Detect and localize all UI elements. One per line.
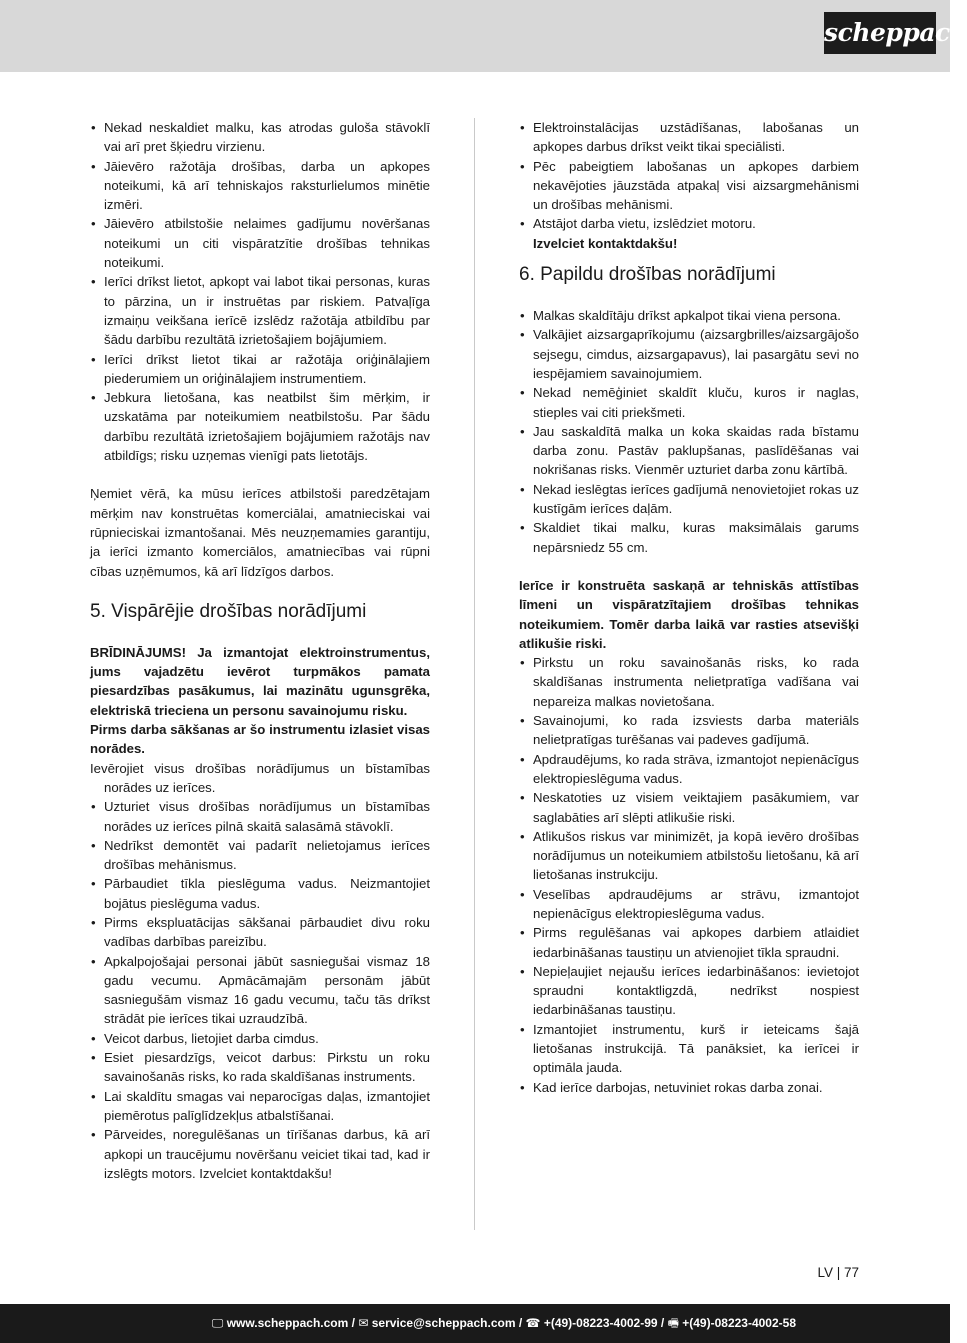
list-item: • Malkas skaldītāju drīkst apkalpot tikai viena persona. xyxy=(519,306,859,325)
section-5-heading: 5. Vispārējie drošības norādījumi xyxy=(90,600,367,622)
residual-risk-intro: Ierīce ir konstruēta saskaņā ar tehniskās attīstības līmeni un vispāratzītajiem drošības tehnikas noteikumiem. Tomēr darba laikā var rasties atsevišķi atlikušie riski. xyxy=(519,577,859,651)
list-item: • Apdraudējums, ko rada strāva, izmantojot nepienācīgus elektropieslēguma vadus. xyxy=(519,750,859,789)
list-item: • Ierīci drīkst lietot tikai ar ražotāja oriģinālajiem piederumiem un oriģinālajiem instrumentiem. xyxy=(90,350,430,389)
list-item: • Jau saskaldītā malka un koka skaidas rada bīstamu darba zonu. Pastāv paklupšanas, paslīdēšanas vai nokrišanas risks. Vienmēr uzturiet darba zonu kārtībā. xyxy=(519,422,859,480)
footer-bar xyxy=(0,1304,950,1343)
list-item: • Lai skaldītu smagas vai neparocīgas daļas, izmantojiet piemērotus palīglīdzekļus atbalstīšanai. xyxy=(90,1087,430,1126)
list-item: • Skaldiet tikai malku, kuras maksimālais garums nepārsniedz 55 cm. xyxy=(519,518,859,557)
list-item: • Pirms ekspluatācijas sākšanai pārbaudiet divu roku vadības darbības pareizību. xyxy=(90,913,430,952)
maintenance-list xyxy=(519,118,859,253)
list-item: • Pārveides, noregulēšanas un tīrīšanas darbus, kā arī apkopi un traucējumu novēršanu veiciet tikai tad, kad ir izslēgts motors. Izvelciet kontaktdakšu! xyxy=(90,1125,430,1183)
phone-icon: ☎ xyxy=(525,1316,541,1330)
envelope-icon: ✉ xyxy=(358,1316,369,1330)
section-6-heading: 6. Papildu drošības norādījumi xyxy=(519,264,776,286)
list-item: • Jāievēro ražotāja drošības, darba un apkopes noteikumi, kā arī tehniskajos raksturlielumos minētie izmēri. xyxy=(90,157,430,215)
list-item: • Izmantojiet instrumentu, kurš ir ieteicams šajā lietošanas instrukcijā. Tā panāksiet, ka ierīcei ir optimāla jauda. xyxy=(519,1020,859,1078)
list-item: • Uzturiet visus drošības norādījumus un bīstamības norādes uz ierīces pilnā skaitā salasāmā stāvoklī. xyxy=(90,797,430,836)
general-safety-list xyxy=(90,797,430,1183)
list-item: • Kad ierīce darbojas, netuviniet rokas darba zonai. xyxy=(519,1078,859,1097)
monitor-icon: 🖵 xyxy=(211,1316,224,1330)
list-item: • Nepieļaujiet nejaušu ierīces iedarbināšanos: ievietojot spraudni kontaktligzdā, nedrīkst nospiest iedarbināšanas taustiņu. xyxy=(519,962,859,1020)
observe-notes-text: Ievērojiet visus drošības norādījumus un bīstamības norādes uz ierīces. xyxy=(90,760,430,795)
list-item: • Ierīci drīkst lietot, apkopt vai labot tikai personas, kuras to pārzina, un ir instruētas par riskiem. Patvaļīga izmaiņu veikšana ierīcē izslēdz ražotāja atbildību par šādu darbību rezultātā izrietošajiem bojājumiem. xyxy=(90,272,430,349)
list-item: • Nekad nemēģiniet skaldīt kluču, kuros ir naglas, stieples vai citi priekšmeti. xyxy=(519,383,859,422)
usage-rules-list xyxy=(90,118,430,465)
column-divider xyxy=(474,118,475,1230)
list-item: • Nekad ieslēgtas ierīces gadījumā nenovietojiet rokas uz kustīgām ierīces daļām. xyxy=(519,480,859,519)
list-item: • Elektroinstalācijas uzstādīšanas, labošanas un apkopes darbus drīkst veikt tikai speciālisti. xyxy=(519,118,859,157)
right-column xyxy=(519,118,859,1097)
commercial-use-note: Ņemiet vērā, ka mūsu ierīces atbilstoši paredzētajam mērķim nav konstruētas komerciālai, amatnieciskai vai rūpnieciskai izmantošanai. Mēs neuzņemamies garantiju, ja ierīci izmanto komerciālos, amatniecības vai rūpni cības uzņēmumos, kā arī līdzīgos darbos. xyxy=(90,486,430,579)
additional-safety-list xyxy=(519,306,859,557)
list-item: • Savainojumi, ko rada izsviests darba materiāls nelietpratīgas turēšanas vai padeves gadījumā. xyxy=(519,711,859,750)
list-item xyxy=(519,214,859,253)
list-item: • Neskatoties uz visiem veiktajiem pasākumiem, var saglabāties arī slēpti atlikušie riski. xyxy=(519,788,859,827)
page-number: LV | 77 xyxy=(817,1265,859,1280)
leave-workplace-text: Atstājot darba vietu, izslēdziet motoru. xyxy=(533,216,756,232)
list-item: • Jāievēro atbilstošie nelaimes gadījumu novēršanas noteikumi un citi vispāratzītie drošības tehnikas noteikumi. xyxy=(90,214,430,272)
list-item: • Esiet piesardzīgs, veicot darbus: Pirkstu un roku savainošanās risks, ko rada skaldīšanas instruments. xyxy=(90,1048,430,1087)
list-item: • Pārbaudiet tīkla pieslēguma vadus. Neizmantojiet bojātus pieslēguma vadus. xyxy=(90,874,430,913)
list-item: • Apkalpojošajai personai jābūt sasniegušai vismaz 18 gadu vecumu. Apmācāmajām personām jābūt sasniegušām vismaz 16 gadu vecumu, taču tās drīkst strādāt pie ierīces tikai uzraudzībā. xyxy=(90,952,430,1029)
fax-number: +(49)-08223-4002-58 xyxy=(682,1316,796,1330)
residual-risk-list xyxy=(519,653,859,1097)
email-link[interactable]: service@scheppach.com / xyxy=(371,1316,523,1330)
scheppach-logo: scheppach xyxy=(824,12,936,54)
list-item: • Nekad neskaldiet malku, kas atrodas guloša stāvoklī vai arī pret šķiedru virzienu. xyxy=(90,118,430,157)
list-item: • Jebkura lietošana, kas neatbilst šim mērķim, ir uzskatāma par noteikumiem neatbilstošu. Par šādu darbību rezultātā izrietošajiem bojājumiem ražotājs nav atbildīgs; risku uzņemas vienīgi pats lietotājs. xyxy=(90,388,430,465)
list-item: • Pēc pabeigtiem labošanas un apkopes darbiem nekavējoties jāuzstāda atpakaļ visi aizsargmehānismi un drošības mehānismi. xyxy=(519,157,859,215)
read-instructions-text: Pirms darba sākšanas ar šo instrumentu izlasiet visas norādes. xyxy=(90,722,430,757)
unplug-text: Izvelciet kontaktdakšu! xyxy=(533,235,678,251)
list-item: • Veicot darbus, lietojiet darba cimdus. xyxy=(90,1029,430,1048)
list-item: • Pirms regulēšanas vai apkopes darbiem atlaidiet iedarbināšanas taustiņu un atvienojiet tīkla spraudni. xyxy=(519,923,859,962)
list-item: • Pirkstu un roku savainošanās risks, ko rada skaldīšanas instrumenta nelietpratīga vadīšana vai nepareiza malkas novietošana. xyxy=(519,653,859,711)
website-link[interactable]: www.scheppach.com / xyxy=(226,1316,355,1330)
list-item: • Veselības apdraudējums ar strāvu, izmantojot nepienācīgus elektropieslēguma vadus. xyxy=(519,885,859,924)
left-column xyxy=(90,118,430,1183)
fax-icon: 🖷 xyxy=(667,1316,679,1330)
list-item: • Atlikušos riskus var minimizēt, ja kopā ievēro drošības norādījumus un noteikumiem atbilstošu lietošanu, kā arī lietošanas instrukciju. xyxy=(519,827,859,885)
warning-text: BRĪDINĀJUMS! Ja izmantojat elektroinstrumentus, jums vajadzētu ievērot turpmākos pamata piesardzības pasākumus, lai mazinātu ugunsgrēka, elektriskā trieciena un personu savainojumu risku. xyxy=(90,644,430,718)
header-bar xyxy=(0,0,967,72)
list-item: • Valkājiet aizsargaprīkojumu (aizsargbrilles/aizsargājošo sejsegu, cimdus, aizsargapavus), lai pasargātu sevi no iespējamiem savainojumiem. xyxy=(519,325,859,383)
phone-number: +(49)-08223-4002-99 / xyxy=(543,1316,665,1330)
list-item: • Nedrīkst demontēt vai padarīt nelietojamus ierīces drošības mehānismus. xyxy=(90,836,430,875)
